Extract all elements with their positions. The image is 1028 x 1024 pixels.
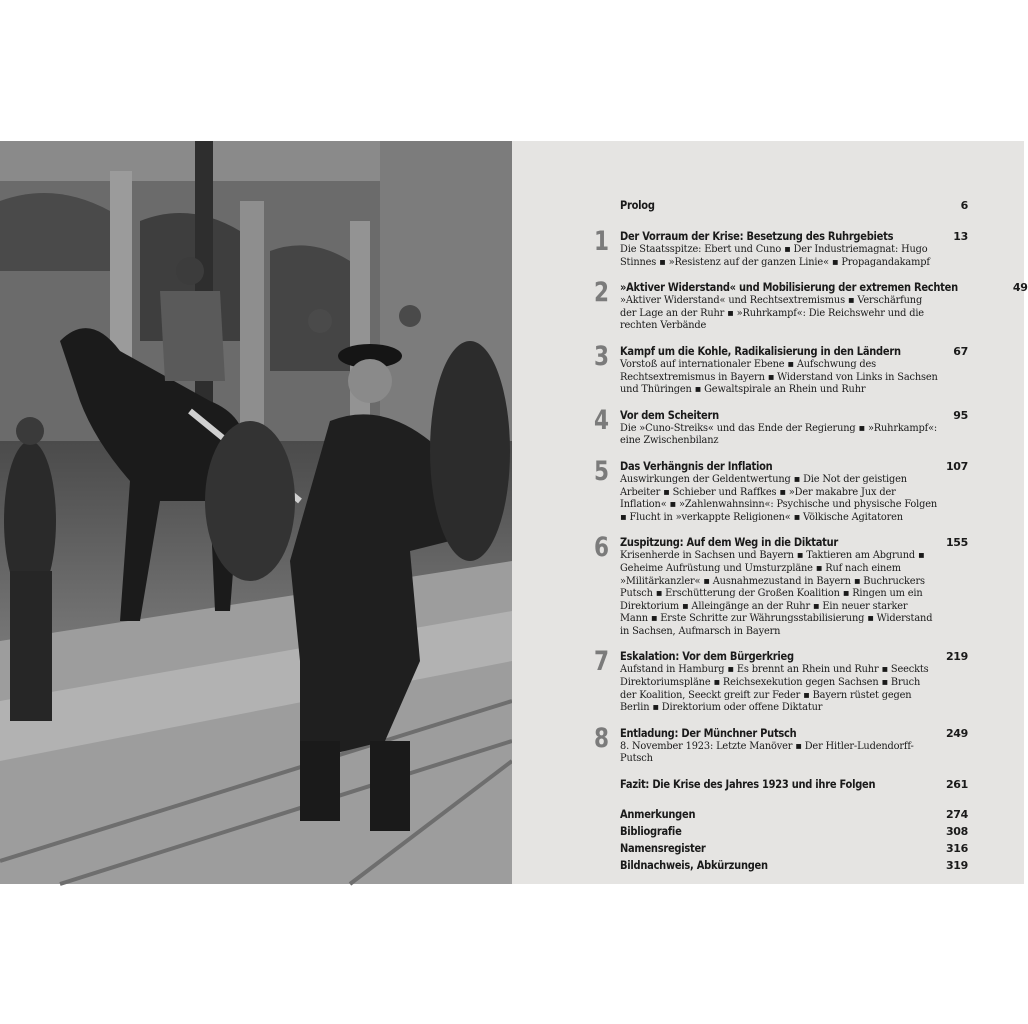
entry-page: 67 <box>953 344 968 358</box>
entry-page: 13 <box>953 230 968 243</box>
toc-entry-chapter-5[interactable] <box>594 455 968 524</box>
entry-page: 107 <box>945 459 968 473</box>
entry-title: Eskalation: Vor dem Bürgerkrieg <box>620 649 794 664</box>
entry-page: 319 <box>945 859 968 873</box>
toc-entry-chapter-7[interactable] <box>594 646 968 714</box>
toc-page <box>512 141 1028 884</box>
toc-entry-bibliografie[interactable] <box>620 824 968 839</box>
entry-description: Aufstand in Hamburg ▪ Es brennt an Rhein und Ruhr ▪ Seeckts Direktoriumspläne ▪ Reichsexekution gegen Sachsen ▪ Bruch der Koalition, Seeckt greift zur Feder ▪ Bayern rüstet gegen Berlin ▪ Direktorium oder offene Diktatur <box>620 664 929 714</box>
entry-page: 261 <box>945 778 968 792</box>
chapter-number: 3 <box>594 340 610 372</box>
entry-title: Bibliografie <box>620 824 682 839</box>
entry-description: Auswirkungen der Geldentwertung ▪ Die Not der geistigen Arbeiter ▪ Schieber und Raffkes ▪ »Der makabre Jux der Inflation« ▪ »Zahlenwahnsinn«: Psychische und physische Folgen ▪ Flucht in »verkappte Religionen« ▪ Völkische Agitatoren <box>620 473 938 523</box>
toc-entry-chapter-3[interactable] <box>594 340 968 397</box>
entry-page: 95 <box>953 408 968 422</box>
chapter-number: 5 <box>594 455 610 487</box>
entry-title: Fazit: Die Krise des Jahres 1923 und ihre Folgen <box>620 777 876 792</box>
book-spread <box>0 141 1028 884</box>
entry-title: Zuspitzung: Auf dem Weg in die Diktatur <box>620 535 839 550</box>
entry-title: Vor dem Scheitern <box>620 407 719 422</box>
entry-page: 155 <box>945 536 968 550</box>
chapter-number: 7 <box>594 646 610 678</box>
entry-description: Die »Cuno-Streiks« und das Ende der Regierung ▪ »Ruhrkampf«: eine Zwischenbilanz <box>620 422 938 447</box>
toc-entry-chapter-4[interactable] <box>594 404 968 448</box>
chapter-number: 2 <box>594 277 610 309</box>
entry-page: 219 <box>945 650 968 664</box>
toc-entry-chapter-1[interactable] <box>594 226 968 269</box>
entry-title: Bildnachweis, Abkürzungen <box>620 858 768 873</box>
chapter-number: 8 <box>594 722 610 754</box>
entry-page: 49 <box>1012 281 1028 295</box>
entry-description: 8. November 1923: Letzte Manöver ▪ Der Hitler-Ludendorff-Putsch <box>620 740 914 765</box>
entry-description: Die Staatsspitze: Ebert und Cuno ▪ Der Industriemagnat: Hugo Stinnes ▪ »Resistenz auf der ganzen Linie« ▪ Propagandakampf <box>620 244 930 268</box>
entry-title: Entladung: Der Münchner Putsch <box>620 725 797 740</box>
entry-title: Anmerkungen <box>620 807 696 822</box>
toc-entry-chapter-6[interactable] <box>594 532 968 638</box>
toc-entry-anmerkungen[interactable] <box>620 807 968 822</box>
entry-page: 316 <box>945 842 968 856</box>
entry-page: 249 <box>945 726 968 740</box>
entry-title: »Aktiver Widerstand« und Mobilisierung der extremen Rechten <box>620 280 958 295</box>
entry-title: Das Verhängnis der Inflation <box>620 458 773 473</box>
entry-description: »Aktiver Widerstand« und Rechtsextremismus ▪ Verschärfung der Lage an der Ruhr ▪ »Ruhrkampf«: Die Reichswehr und die rechten Verbände <box>620 295 924 332</box>
chapter-number: 6 <box>594 532 610 564</box>
historical-photo <box>0 141 512 884</box>
toc-entry-chapter-2[interactable] <box>594 277 1028 333</box>
entry-title: Der Vorraum der Krise: Besetzung des Ruhrgebiets <box>620 229 894 243</box>
entry-title: Prolog <box>620 198 655 212</box>
toc-entry-chapter-8[interactable] <box>594 722 968 766</box>
toc-entry-fazit[interactable] <box>620 777 968 792</box>
entry-description: Krisenherde in Sachsen und Bayern ▪ Taktieren am Abgrund ▪ Geheime Aufrüstung und Umsturzpläne ▪ Ruf nach einem »Militärkanzler« ▪ Ausnahmezustand in Bayern ▪ Buchruckers Putsch ▪ Erschütterung der Großen Koalition ▪ Ringen um ein Direktorium ▪ Alleingänge an der Ruhr ▪ Ein neuer starker Mann ▪ Erste Schritte zur Währungsstabilisierung ▪ Widerstand in Sachsen, Aufmarsch in Bayern <box>620 550 933 637</box>
toc-entry-bildnachweis[interactable] <box>620 858 968 873</box>
entry-page: 6 <box>960 199 968 212</box>
entry-page: 308 <box>945 825 968 839</box>
toc-entry-prolog[interactable] <box>620 198 968 213</box>
table-of-contents <box>594 198 1028 875</box>
entry-title: Kampf um die Kohle, Radikalisierung in den Ländern <box>620 343 901 358</box>
entry-page: 274 <box>945 808 968 822</box>
chapter-number: 1 <box>594 226 610 257</box>
entry-title: Namensregister <box>620 841 706 856</box>
street-scene-illustration <box>0 141 512 884</box>
toc-entry-namensregister[interactable] <box>620 841 968 856</box>
chapter-number: 4 <box>594 404 610 436</box>
entry-description: Vorstoß auf internationaler Ebene ▪ Aufschwung des Rechtsextremismus in Bayern ▪ Widerstand von Links in Sachsen und Thüringen ▪ Gewaltspirale an Rhein und Ruhr <box>620 358 938 396</box>
